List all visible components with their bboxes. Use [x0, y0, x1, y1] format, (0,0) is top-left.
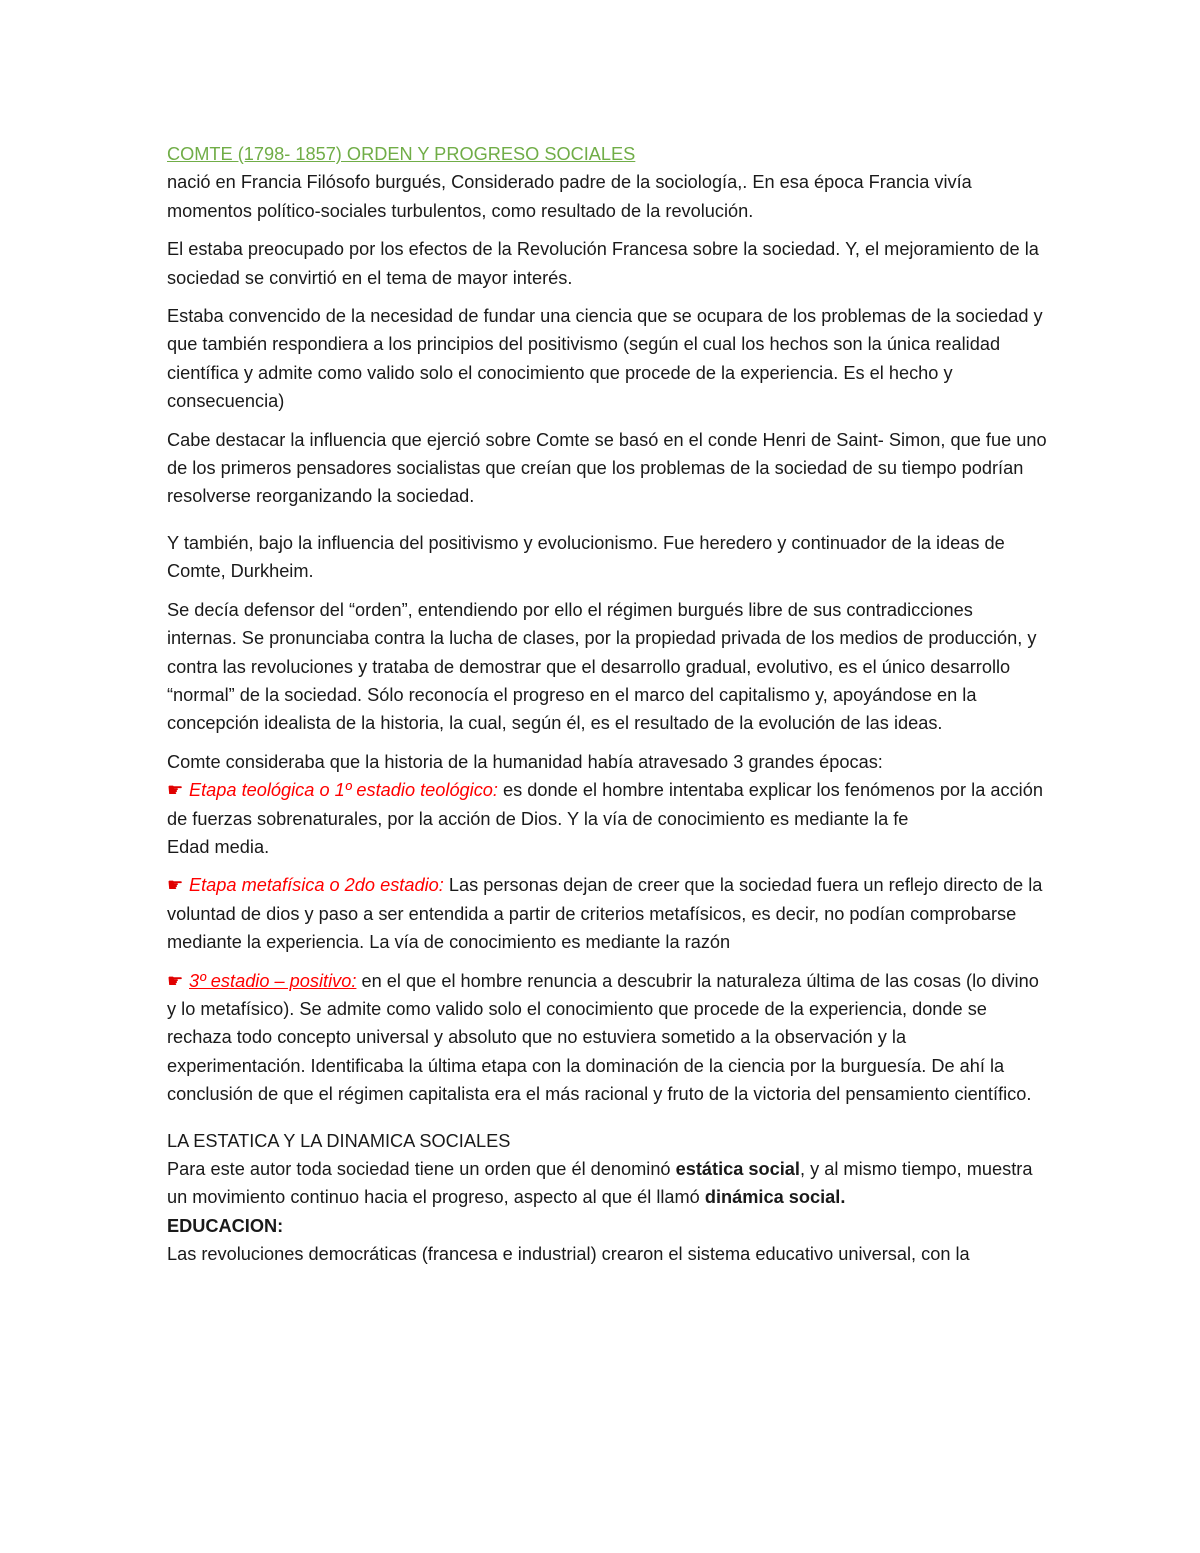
- section-heading-education: EDUCACION:: [167, 1215, 284, 1236]
- section-heading-statics: LA ESTATICA Y LA DINAMICA SOCIALES: [167, 1130, 511, 1151]
- stage-item-metaphysical: [167, 871, 1047, 956]
- hand-pointer-icon: ☛: [167, 970, 184, 991]
- blank-line: [167, 1109, 1047, 1127]
- statics-term: estática social: [675, 1159, 800, 1179]
- paragraph-revolution: El estaba preocupado por los efectos de la Revolución Francesa sobre la sociedad. Y, el mejoramiento de la sociedad se convirtió en el tema de mayor interés.: [167, 239, 1039, 288]
- stage-extra-line: Edad media.: [167, 836, 270, 857]
- document-title: COMTE (1798- 1857) ORDEN Y PROGRESO SOCIALES: [167, 144, 636, 164]
- statics-text-b: , y al mismo tiempo, muestra un movimiento continuo hacia el progreso, aspecto al que él llamó: [167, 1159, 1033, 1208]
- stage-text: en el que el hombre renuncia a descubrir la naturaleza última de las cosas (lo divino y lo metafísico). Se admite como valido solo el conocimiento que procede de la experiencia, donde se rechaza todo concepto universal y absoluto que no estuviera sometido a la observación y la experimentación. Identificaba la última etapa con la dominación de la ciencia por la burguesía. De ahí la conclusión de que el régimen capitalista era el más racional y fruto de la victoria del pensamiento científico.: [167, 970, 1039, 1105]
- paragraph-education: Las revoluciones democráticas (francesa e industrial) crearon el sistema educativo universal, con la: [167, 1244, 970, 1265]
- stage-item-positive: [167, 967, 1047, 1109]
- paragraph-intro: nació en Francia Filósofo burgués, Considerado padre de la sociología,. En esa época Francia vivía momentos político-sociales turbulentos, como resultado de la revolución.: [167, 172, 972, 221]
- hand-pointer-icon: ☛: [167, 875, 184, 896]
- stage-heading: Etapa teológica o 1º estadio teológico:: [189, 780, 498, 801]
- dynamics-term: dinámica social.: [704, 1187, 846, 1208]
- stage-text: es donde el hombre intentaba explicar los fenómenos por la acción de fuerzas sobrenaturales, por la acción de Dios. Y la vía de conocimiento es mediante la fe: [167, 780, 1043, 829]
- stage-text: Las personas dejan de creer que la sociedad fuera un reflejo directo de la voluntad de dios y paso a ser entendida a partir de criterios metafísicos, es decir, no podían comprobarse mediante la experiencia. La vía de conocimiento es mediante la razón: [167, 875, 1043, 953]
- stage-heading: 3º estadio – positivo:: [189, 970, 357, 991]
- stage-item-theological: [167, 776, 1047, 833]
- paragraph-positivism: Estaba convencido de la necesidad de fundar una ciencia que se ocupara de los problemas de la sociedad y que también respondiera a los principios del positivismo (según el cual los hechos son la única realidad científica y admite como valido solo el conocimiento que procede de la experiencia. Es el hecho y consecuencia): [167, 306, 1043, 412]
- blank-line: [167, 511, 1047, 529]
- hand-pointer-icon: ☛: [167, 780, 184, 801]
- stage-heading: Etapa metafísica o 2do estadio:: [189, 875, 444, 896]
- document-page: [167, 140, 1047, 1269]
- statics-text-a: Para este autor toda sociedad tiene un orden que él denominó: [167, 1159, 676, 1179]
- paragraph-statics: [167, 1155, 1047, 1212]
- paragraph-three-epochs: Comte consideraba que la historia de la humanidad había atravesado 3 grandes épocas:: [167, 751, 883, 772]
- paragraph-order: Se decía defensor del “orden”, entendiendo por ello el régimen burgués libre de sus contradicciones internas. Se pronunciaba contra la lucha de clases, por la propiedad privada de los medios de producción, y contra las revoluciones y trataba de demostrar que el desarrollo gradual, evolutivo, es el único desarrollo “normal” de la sociedad. Sólo reconocía el progreso en el marco del capitalismo y, apoyándose en la concepción idealista de la historia, la cual, según él, es el resultado de la evolución de las ideas.: [167, 599, 1037, 734]
- paragraph-saint-simon: Cabe destacar la influencia que ejerció sobre Comte se basó en el conde Henri de Saint- Simon, que fue uno de los primeros pensadores socialistas que creían que los problemas de la sociedad de su tiempo podrían resolverse reorganizando la sociedad.: [167, 429, 1047, 507]
- paragraph-durkheim: Y también, bajo la influencia del positivismo y evolucionismo. Fue heredero y continuador de la ideas de Comte, Durkheim.: [167, 532, 1005, 582]
